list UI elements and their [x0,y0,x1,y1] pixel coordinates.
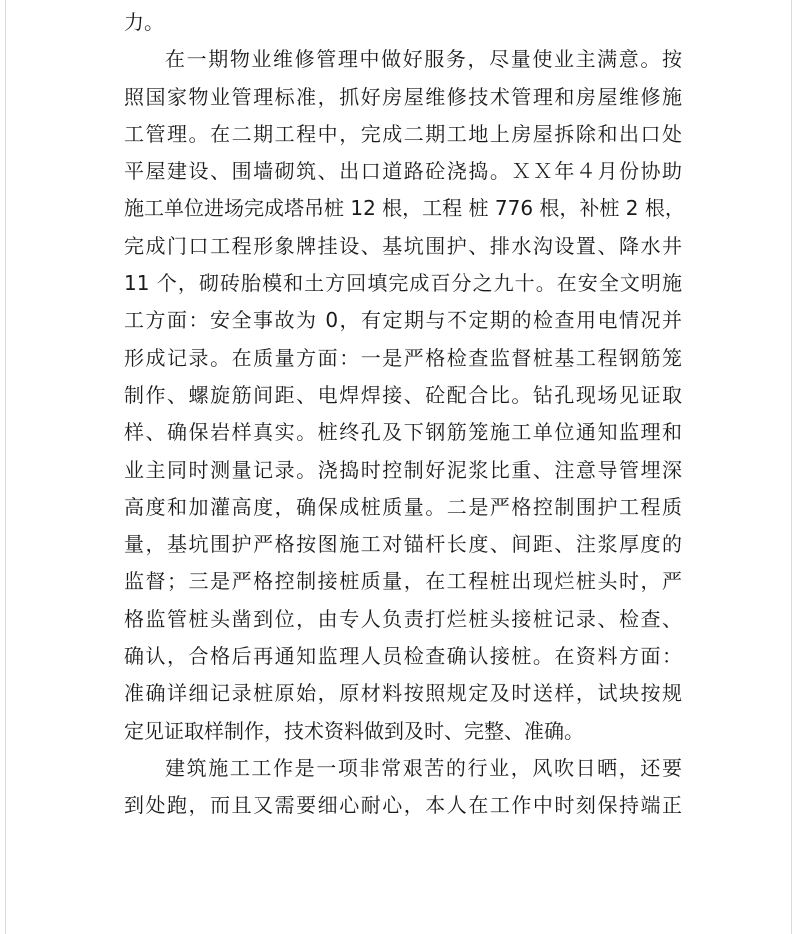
text-line: 形成记录。在质量方面：一是严格检查监督桩基工程钢筋笼 [124,345,682,370]
text-line: 力。 [124,10,164,34]
document-page [124,0,685,825]
text-line: 11 个，砌砖胎模和土方回填完成百分之九十。在安全文明施 [124,271,682,296]
text-line: 工方面：安全事故为 0，有定期与不定期的检查用电情况并 [124,308,682,333]
text-line: 制作、螺旋筋间距、电焊焊接、砼配合比。钻孔现场见证取 [124,382,682,407]
page-right-border [791,0,792,934]
paragraph-first-line: 建筑施工工作是一项非常艰苦的行业，风吹日晒，还要 [165,755,682,780]
text-line: 高度和加灌高度，确保成桩质量。二是严格控制围护工程质 [124,494,682,519]
text-line: 施工单位进场完成塔吊桩 12 根，工程 桩 776 根，补桩 2 根， [124,196,685,221]
text-line: 量，基坑围护严格按图施工对锚杆长度、间距、注浆厚度的 [124,532,682,557]
text-line: 业主同时测量记录。浇捣时控制好泥浆比重、注意导管埋深 [124,457,682,482]
text-line: 完成门口工程形象牌挂设、基坑围护、排水沟设置、降水井 [124,233,682,258]
paragraph-first-line: 在一期物业维修管理中做好服务，尽量使业主满意。按 [165,47,682,72]
text-line: 格监管桩头凿到位，由专人负责打烂桩头接桩记录、检查、 [124,606,682,631]
paragraph-last-line: 定见证取样制作，技术资料做到及时、完整、准确。 [124,718,584,743]
text-line: 照国家物业管理标准，抓好房屋维修技术管理和房屋维修施 [124,84,682,109]
text-line: 样、确保岩样真实。桩终孔及下钢筋笼施工单位通知监理和 [124,420,682,445]
page-left-border [5,0,6,934]
text-line: 准确详细记录桩原始，原材料按照规定及时送样，试块按规 [124,681,682,706]
text-line: 到处跑，而且又需要细心耐心，本人在工作中时刻保持端正 [124,793,682,818]
text-line: 确认，合格后再通知监理人员检查确认接桩。在资料方面： [124,644,682,669]
text-line: 平屋建设、围墙砌筑、出口道路砼浇捣。ＸＸ年４月份协助 [124,159,682,184]
text-line: 工管理。在二期工程中，完成二期工地上房屋拆除和出口处 [124,121,682,146]
text-line: 监督；三是严格控制接桩质量，在工程桩出现烂桩头时，严 [124,569,682,594]
